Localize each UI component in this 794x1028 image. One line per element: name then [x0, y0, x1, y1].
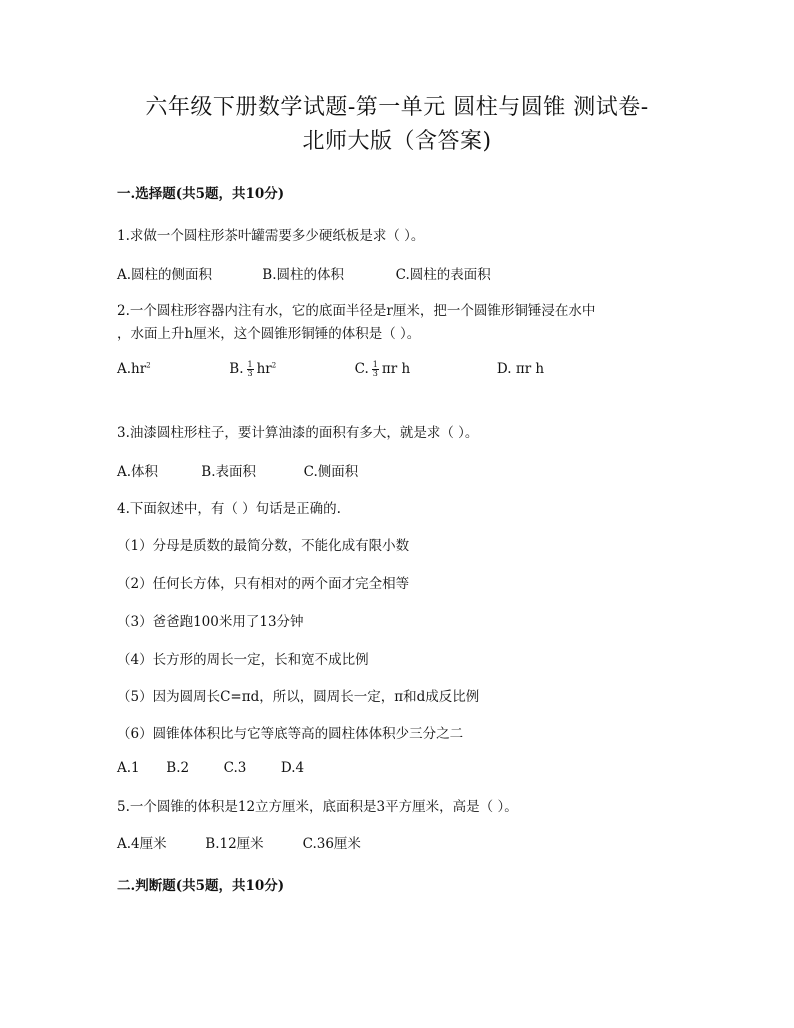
- question-3: 3.油漆圆柱形柱子，要计算油漆的面积有多大，就是求（ ）。: [117, 425, 479, 441]
- q4-option-c: C.3: [223, 760, 247, 776]
- question-3-options: [117, 460, 358, 480]
- q5-option-c: C.36厘米: [302, 836, 361, 852]
- q2-option-a: $A.hr^2$: [117, 361, 151, 377]
- question-1-options: [117, 263, 491, 283]
- fraction-one-third: $\frac{1}{3}$: [247, 360, 253, 378]
- question-2-line1: 2.一个圆柱形容器内注有水，它的底面半径是r厘米，把一个圆锥形铜锤浸在水中: [117, 303, 596, 319]
- q3-option-a: A.体积: [117, 464, 159, 480]
- question-5-options: [117, 832, 361, 852]
- q2-option-d: D. πr h: [496, 361, 545, 377]
- question-4: 4.下面叙述中，有（ ）句话是正确的.: [117, 501, 341, 517]
- q4-option-b: B.2: [166, 760, 190, 776]
- q1-option-b: B.圆柱的体积: [262, 267, 345, 283]
- section-heading-choice: 一.选择题(共5题，共10分): [117, 186, 285, 202]
- q4-statement-4: （4）长方形的周长一定，长和宽不成比例: [117, 652, 369, 668]
- q5-option-b: B.12厘米: [205, 836, 264, 852]
- q2-option-c: C. $\frac{1}{3}$ πr h: [354, 360, 411, 378]
- q3-option-b: B.表面积: [201, 464, 257, 480]
- section-heading-true-false: 二.判断题(共5题，共10分): [117, 878, 285, 894]
- question-4-options: [117, 760, 304, 776]
- fraction-one-third: $\frac{1}{3}$: [372, 360, 378, 378]
- q5-option-a: A.4厘米: [117, 836, 167, 852]
- q4-option-d: D.4: [280, 760, 305, 776]
- question-2-options: [117, 361, 544, 378]
- q4-statement-5: （5）因为圆周长C=πd，所以，圆周长一定，π和d成反比例: [117, 689, 480, 705]
- q4-statement-1: （1）分母是质数的最简分数，不能化成有限小数: [117, 538, 410, 554]
- q4-statement-6: （6）圆锥体体积比与它等底等高的圆柱体体积少三分之二: [117, 726, 464, 742]
- exam-title-line2: 北师大版（含答案): [302, 129, 492, 154]
- question-1: 1.求做一个圆柱形茶叶罐需要多少硬纸板是求（ ）。: [117, 228, 425, 244]
- q3-option-c: C.侧面积: [303, 464, 359, 480]
- q1-option-a: A.圆柱的侧面积: [117, 267, 213, 283]
- exam-title-line1: 六年级下册数学试题-第一单元 圆柱与圆锥 测试卷-: [145, 95, 649, 120]
- q4-statement-2: （2）任何长方体，只有相对的两个面才完全相等: [117, 576, 410, 592]
- q2-option-b: B. $\frac{1}{3}$ $hr^2$: [229, 360, 277, 378]
- q4-option-a: A.1: [117, 760, 140, 776]
- question-5: 5.一个圆锥的体积是12立方厘米，底面积是3平方厘米，高是（ ）。: [117, 799, 518, 815]
- q1-option-c: C.圆柱的表面积: [395, 267, 491, 283]
- q4-statement-3: （3）爸爸跑100米用了13分钟: [117, 614, 304, 630]
- question-2-line2: ，水面上升h厘米，这个圆锥形铜锤的体积是（ ）。: [117, 326, 421, 342]
